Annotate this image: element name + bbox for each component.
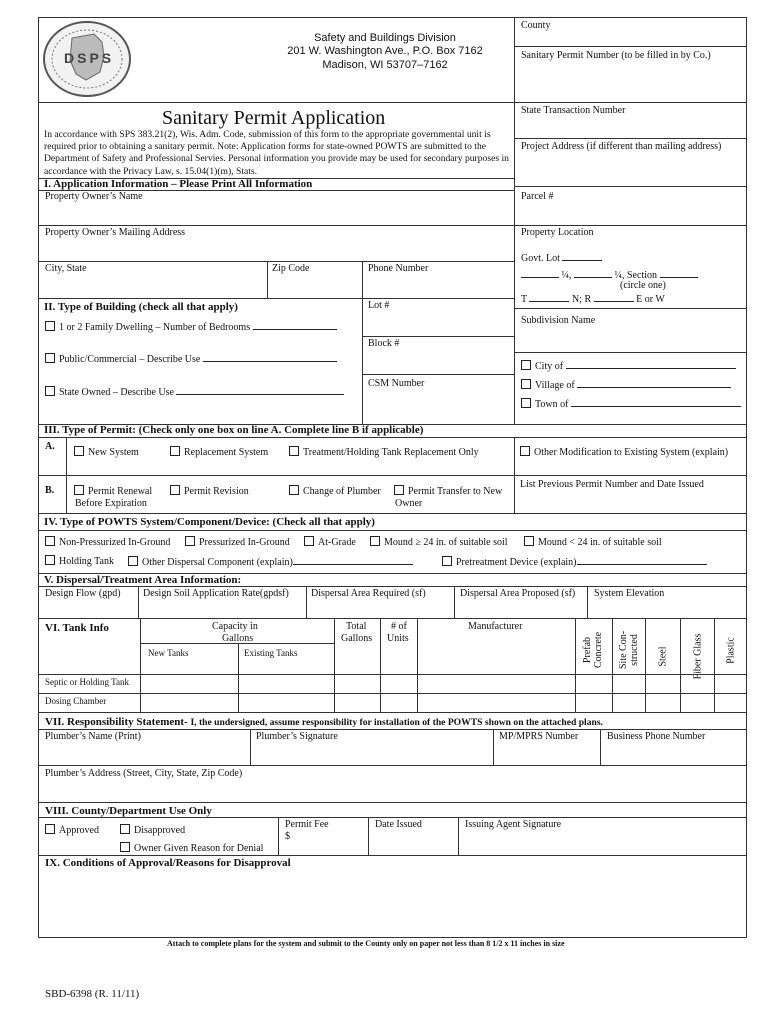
bedrooms-field[interactable]: [253, 320, 337, 330]
quarter2-field[interactable]: [574, 268, 612, 278]
powts-nonpressurized[interactable]: Non-Pressurized In-Ground: [45, 536, 170, 549]
lot-label: Lot #: [368, 300, 390, 311]
bldg-opt-state[interactable]: State Owned – Describe Use: [45, 385, 344, 399]
checkbox-town[interactable]: [521, 398, 531, 408]
permit-fee-dollar: $: [285, 831, 290, 842]
mp-number-label: MP/MPRS Number: [499, 731, 579, 742]
range-field[interactable]: [594, 292, 634, 302]
conditions-field[interactable]: [40, 872, 745, 934]
area-proposed-field[interactable]: [456, 601, 585, 617]
mailing-address-field[interactable]: [40, 240, 512, 260]
permit-change-plumber[interactable]: Change of Plumber: [289, 485, 381, 498]
commercial-use-field[interactable]: [203, 352, 337, 362]
capacity-label-2: Gallons: [222, 633, 254, 644]
checkbox-city[interactable]: [521, 360, 531, 370]
dsps-seal-logo: [42, 20, 132, 98]
row-b-label: B.: [45, 485, 55, 496]
checkbox-commercial[interactable]: [45, 353, 55, 363]
material-fiberglass-label: Fiber Glass: [692, 633, 704, 680]
checkbox-state-owned[interactable]: [45, 386, 55, 396]
permit-transfer-line2: Owner: [395, 498, 423, 509]
project-address-field[interactable]: [515, 154, 745, 184]
agent-signature-field[interactable]: [460, 832, 745, 854]
powts-pressurized[interactable]: Pressurized In-Ground: [185, 536, 290, 549]
section6-heading: VI. Tank Info: [45, 622, 109, 634]
permit-fee-label: Permit Fee: [285, 819, 329, 830]
dosing-row-label: Dosing Chamber: [45, 696, 107, 706]
state-use-field[interactable]: [176, 385, 344, 395]
project-address-label: Project Address (if different than mailing address): [521, 141, 722, 152]
section-field[interactable]: [660, 268, 698, 278]
permit-number-field[interactable]: [515, 63, 745, 101]
govt-lot-field[interactable]: [562, 251, 602, 261]
total-gallons-label: Total: [346, 621, 367, 632]
checkbox-owner-reason[interactable]: [120, 842, 130, 852]
section4-heading: IV. Type of POWTS System/Component/Device: (Check all that apply): [44, 516, 375, 528]
new-tanks-label: New Tanks: [148, 648, 189, 658]
disapproved-option[interactable]: Disapproved: [120, 824, 185, 837]
checkbox-mound-ge24[interactable]: [370, 536, 380, 546]
checkbox-approved[interactable]: [45, 824, 55, 834]
intro-text: In accordance with SPS 383.21(2), Wis. Adm. Code, submission of this form to the appropriate governmental unit is required prior to obtaining a sanitary permit. Note: Application forms for state-owned POWTS are submitted to the Department of Safety and Professional Servies. Personal information you provide may be used for secondary purposes in accordance with the Privacy Law, s. 15.04(1)(m), Stats.: [44, 129, 509, 177]
business-phone-field[interactable]: [602, 744, 745, 764]
permit-number-label: Sanitary Permit Number (to be filled in by Co.): [521, 50, 711, 61]
block-field[interactable]: [364, 351, 512, 371]
powts-other-dispersal[interactable]: Other Dispersal Component (explain): [128, 555, 413, 569]
checkbox-pretreatment[interactable]: [442, 556, 452, 566]
capacity-label: Capacity in: [212, 621, 258, 632]
city-state-label: City, State: [45, 263, 87, 274]
section2-heading: II. Type of Building (check all that apply): [44, 301, 238, 313]
total-gallons-label-2: Gallons: [341, 633, 373, 644]
lot-field[interactable]: [364, 313, 512, 333]
section1-heading: I. Application Information – Please Print All Information: [44, 178, 313, 190]
manufacturer-label: Manufacturer: [468, 621, 523, 632]
section5-heading: V. Dispersal/Treatment Area Information:: [44, 574, 242, 586]
township-line: T N; R E or W: [521, 294, 665, 305]
block-label: Block #: [368, 338, 400, 349]
permit-new-system[interactable]: New System: [74, 446, 139, 459]
checkbox-other-mod[interactable]: [520, 446, 530, 456]
septic-row-label: Septic or Holding Tank: [45, 677, 129, 687]
section7-heading: VII. Responsibility Statement- I, the undersigned, assume responsibility for installation of the POWTS shown on the attached plans.: [45, 716, 603, 728]
plumber-signature-field[interactable]: [252, 744, 491, 764]
form-title: Sanitary Permit Application: [162, 107, 386, 129]
previous-permit-label: List Previous Permit Number and Date Issued: [520, 479, 704, 490]
area-required-field[interactable]: [308, 601, 452, 617]
property-location-label: Property Location: [521, 227, 594, 238]
village-of-line[interactable]: Village of: [521, 378, 731, 392]
system-elevation-field[interactable]: [589, 601, 745, 617]
existing-tanks-label: Existing Tanks: [244, 648, 298, 658]
checkbox-disapproved[interactable]: [120, 824, 130, 834]
section8-heading: VIII. County/Department Use Only: [45, 805, 212, 817]
area-required-label: Dispersal Area Required (sf): [311, 588, 426, 599]
row-a-label: A.: [45, 441, 55, 452]
checkbox-tank-replacement[interactable]: [289, 446, 299, 456]
parcel-label: Parcel #: [521, 191, 554, 202]
checkbox-holding[interactable]: [45, 555, 55, 565]
parcel-field[interactable]: [515, 204, 745, 224]
township-field[interactable]: [529, 292, 569, 302]
permit-renewal-line2: Before Expiration: [75, 498, 147, 509]
permit-fee-field[interactable]: [292, 831, 366, 853]
permit-transfer[interactable]: Permit Transfer to New: [394, 485, 502, 498]
date-issued-label: Date Issued: [375, 819, 422, 830]
owner-name-label: Property Owner’s Name: [45, 191, 143, 202]
agency-name: Safety and Buildings Division: [314, 32, 456, 44]
town-of-line[interactable]: Town of: [521, 397, 741, 411]
checkbox-mound-lt24[interactable]: [524, 536, 534, 546]
plumber-address-label: Plumber’s Address (Street, City, State, Zip Code): [45, 768, 243, 779]
agent-signature-label: Issuing Agent Signature: [465, 819, 562, 830]
plumber-address-field[interactable]: [40, 781, 745, 801]
city-state-field[interactable]: [40, 276, 265, 296]
town-of-field[interactable]: [571, 397, 741, 407]
pretreatment-field[interactable]: [577, 555, 707, 565]
mp-number-field[interactable]: [495, 744, 598, 764]
state-transaction-field[interactable]: [515, 118, 745, 138]
checkbox-new-system[interactable]: [74, 446, 84, 456]
checkbox-transfer[interactable]: [394, 485, 404, 495]
area-proposed-label: Dispersal Area Proposed (sf): [460, 588, 576, 599]
plumber-name-label: Plumber’s Name (Print): [45, 731, 141, 742]
footer-note: Attach to complete plans for the system and submit to the County only on paper not less than 8 1/2 x 11 inches in size: [167, 939, 565, 948]
plumber-signature-label: Plumber’s Signature: [256, 731, 338, 742]
state-transaction-label: State Transaction Number: [521, 105, 626, 116]
agency-city: Madison, WI 53707–7162: [322, 59, 448, 71]
powts-mound-ge24[interactable]: Mound ≥ 24 in. of suitable soil: [370, 536, 508, 549]
date-issued-field[interactable]: [370, 832, 456, 854]
soil-rate-field[interactable]: [140, 601, 304, 617]
agency-street: 201 W. Washington Ave., P.O. Box 7162: [287, 45, 483, 57]
quarter1-field[interactable]: [521, 268, 559, 278]
subdivision-label: Subdivision Name: [521, 315, 596, 326]
permit-replacement[interactable]: Replacement System: [170, 446, 268, 459]
material-site-label: Site Con- structed: [618, 630, 640, 670]
checkbox-dwelling[interactable]: [45, 321, 55, 331]
other-dispersal-field[interactable]: [293, 555, 413, 565]
dosing-row-fields[interactable]: [141, 695, 745, 711]
bldg-opt-commercial[interactable]: Public/Commercial – Describe Use: [45, 352, 337, 366]
material-plastic-label: Plastic: [725, 637, 737, 664]
checkbox-renewal[interactable]: [74, 485, 84, 495]
section3-heading: III. Type of Permit: (Check only one box on line A. Complete line B if applicable): [44, 424, 424, 436]
section9-heading: IX. Conditions of Approval/Reasons for Disapproval: [45, 857, 291, 869]
owner-reason-option[interactable]: Owner Given Reason for Denial: [120, 842, 263, 855]
units-label: # of: [391, 621, 407, 632]
system-elevation-label: System Elevation: [594, 588, 665, 599]
bldg-opt-dwelling[interactable]: 1 or 2 Family Dwelling – Number of Bedrooms: [45, 320, 337, 334]
checkbox-atgrade[interactable]: [304, 536, 314, 546]
owner-name-field[interactable]: [40, 204, 512, 224]
checkbox-revision[interactable]: [170, 485, 180, 495]
permit-other-mod[interactable]: Other Modification to Existing System (explain): [520, 446, 728, 459]
checkbox-pressurized[interactable]: [185, 536, 195, 546]
powts-holding[interactable]: Holding Tank: [45, 555, 114, 568]
govt-lot-line: Govt. Lot: [521, 251, 602, 265]
design-flow-field[interactable]: [40, 601, 136, 617]
design-flow-label: Design Flow (gpd): [45, 588, 121, 599]
material-prefab-label: Prefab Concrete: [582, 631, 604, 669]
circle-one-note: (circle one): [620, 280, 666, 291]
checkbox-other-dispersal[interactable]: [128, 556, 138, 566]
checkbox-change-plumber[interactable]: [289, 485, 299, 495]
permit-revision[interactable]: Permit Revision: [170, 485, 249, 498]
permit-renewal[interactable]: Permit Renewal: [74, 485, 152, 498]
checkbox-replacement[interactable]: [170, 446, 180, 456]
previous-permit-field[interactable]: [515, 492, 745, 512]
form-id: SBD-6398 (R. 11/11): [45, 988, 140, 1000]
village-of-field[interactable]: [577, 378, 731, 388]
csm-field[interactable]: [364, 391, 512, 419]
checkbox-village[interactable]: [521, 379, 531, 389]
soil-rate-label: Design Soil Application Rate(gpdsf): [143, 588, 289, 599]
plumber-name-field[interactable]: [40, 744, 248, 764]
zip-field[interactable]: [269, 276, 361, 296]
material-steel-label: Steel: [657, 646, 669, 667]
county-label: County: [521, 20, 551, 31]
septic-row-fields[interactable]: [141, 676, 745, 692]
powts-pretreatment[interactable]: Pretreatment Device (explain): [442, 555, 707, 569]
powts-mound-lt24[interactable]: Mound < 24 in. of suitable soil: [524, 536, 662, 549]
mailing-address-label: Property Owner’s Mailing Address: [45, 227, 186, 238]
zip-label: Zip Code: [272, 263, 310, 274]
logo-text: DSPS: [64, 50, 115, 66]
subdivision-field[interactable]: [515, 328, 745, 350]
checkbox-nonpressurized[interactable]: [45, 536, 55, 546]
quarter-line: ¼, ¼, Section: [521, 268, 698, 282]
csm-label: CSM Number: [368, 378, 425, 389]
phone-field[interactable]: [364, 276, 512, 296]
approved-option[interactable]: Approved: [45, 824, 99, 837]
city-of-line[interactable]: City of: [521, 359, 736, 373]
city-of-field[interactable]: [566, 359, 736, 369]
powts-atgrade[interactable]: At-Grade: [304, 536, 356, 549]
business-phone-label: Business Phone Number: [607, 731, 706, 742]
county-field[interactable]: [515, 32, 745, 46]
permit-tank-replacement[interactable]: Treatment/Holding Tank Replacement Only: [289, 446, 479, 459]
phone-label: Phone Number: [368, 263, 429, 274]
units-label-2: Units: [387, 633, 409, 644]
responsibility-statement: I, the undersigned, assume responsibility for installation of the POWTS shown on the attached plans.: [190, 717, 603, 728]
